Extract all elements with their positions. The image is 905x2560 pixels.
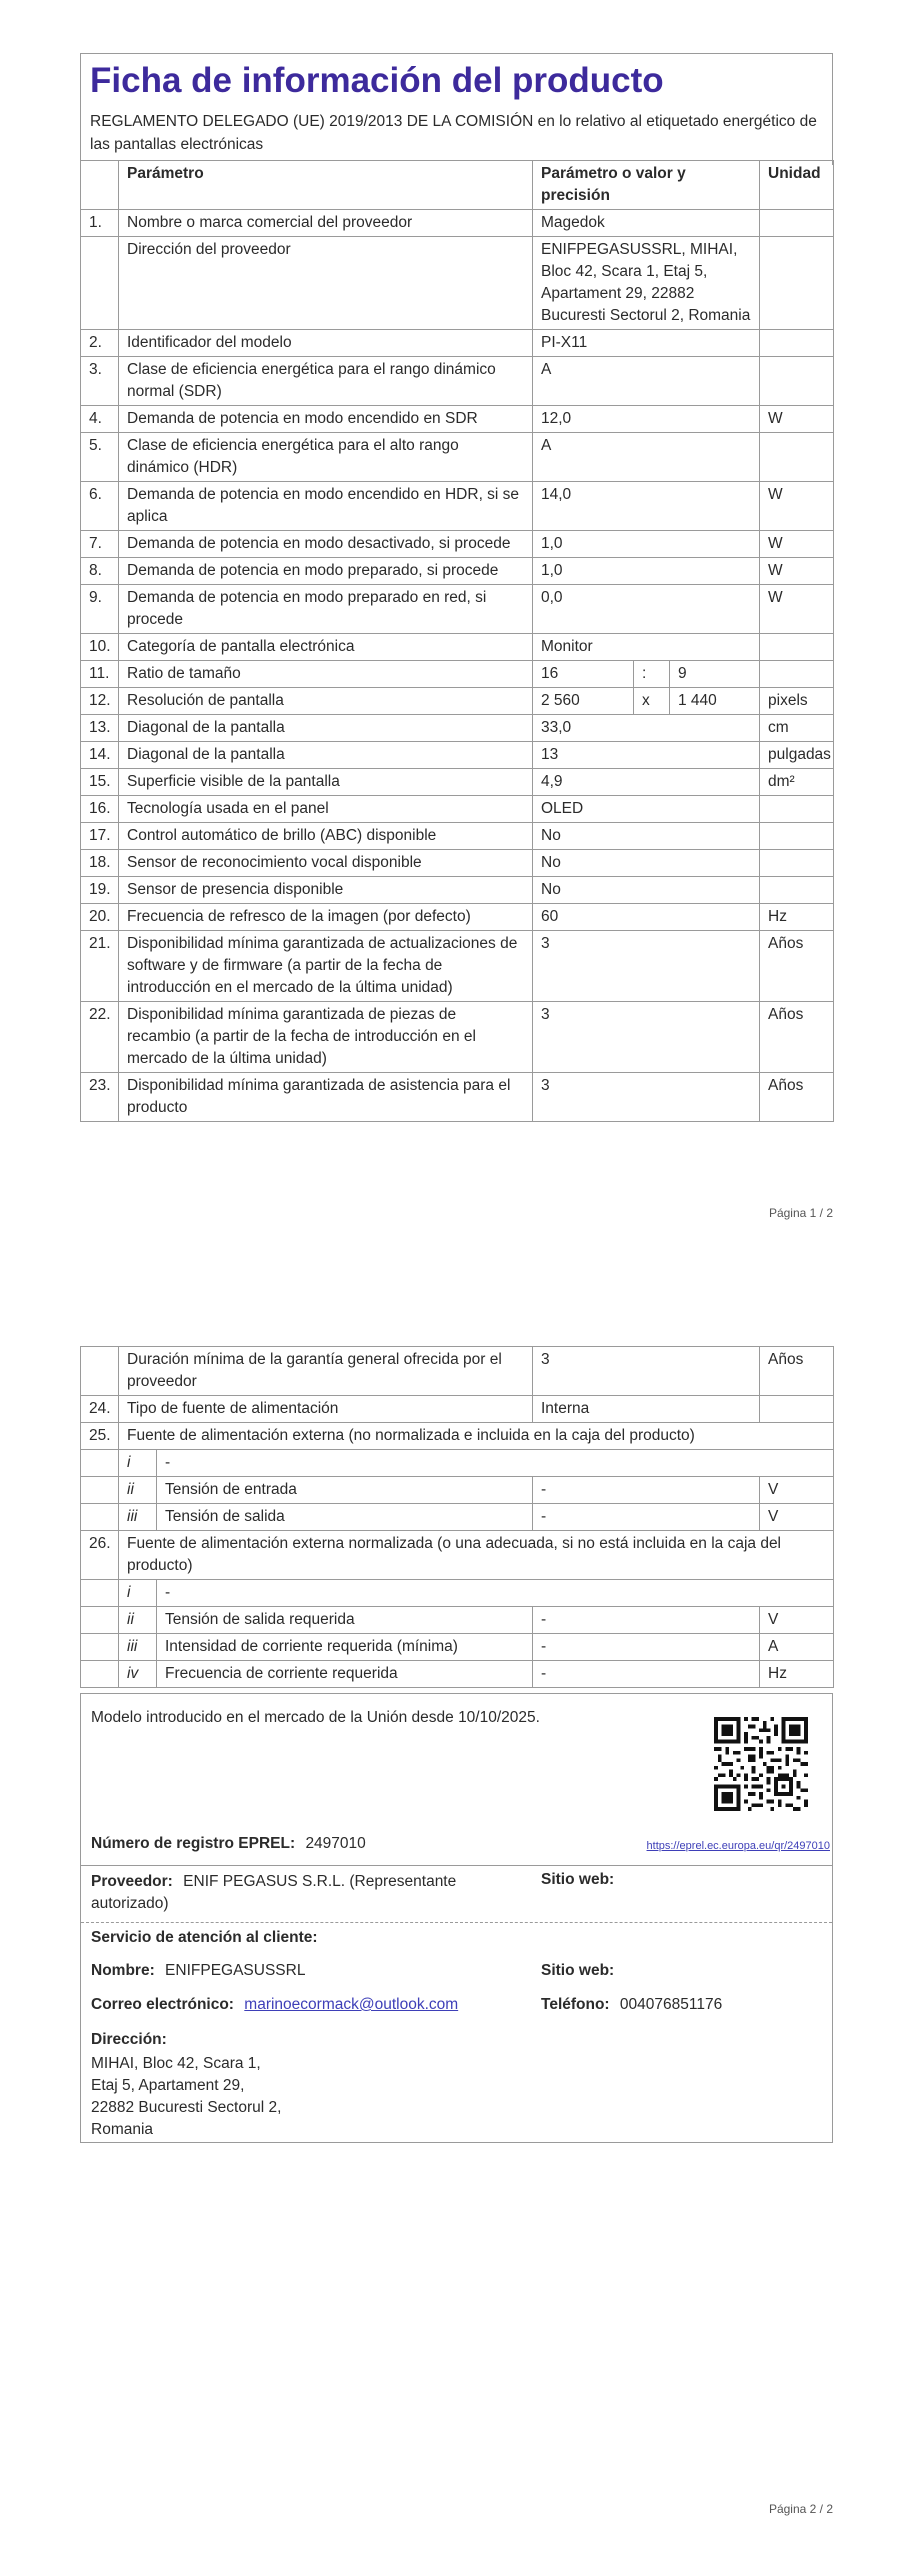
supplier-website-label: Sitio web: (541, 1871, 615, 1888)
table-row: 16. Tecnología usada en el panel OLED (81, 796, 834, 823)
table-row: iv Frecuencia de corriente requerida - Hz (81, 1661, 834, 1688)
table-row: iii Tensión de salida - V (81, 1504, 834, 1531)
service-phone (541, 1996, 722, 2014)
table-row: ii Tensión de salida requerida - V (81, 1607, 834, 1634)
table-row: 14. Diagonal de la pantalla 13 pulgadas (81, 742, 834, 769)
table-row: ii Tensión de entrada - V (81, 1477, 834, 1504)
service-address-label: Dirección: (91, 2031, 167, 2048)
table-row: Duración mínima de la garantía general ofrecida por el proveedor 3 Años (81, 1347, 834, 1396)
table-row: 23. Disponibilidad mínima garantizada de asistencia para el producto 3 Años (81, 1073, 834, 1122)
table-header-row (81, 161, 834, 210)
address-line: Romania (91, 2121, 154, 2138)
service-website-label: Sitio web: (541, 1962, 615, 1979)
address-line: 22882 Bucuresti Sectorul 2, (91, 2099, 282, 2116)
page-number: Página 1 / 2 (768, 1206, 833, 1220)
table-row: 8. Demanda de potencia en modo preparado, si procede 1,0 W (81, 558, 834, 585)
service-email (91, 1996, 458, 2014)
eprel-reg-number: 2497010 (305, 1835, 366, 1852)
table-row: 11. Ratio de tamaño 16 : 9 (81, 661, 834, 688)
table-row: 24. Tipo de fuente de alimentación Interna (81, 1396, 834, 1423)
market-date-note: Modelo introducido en el mercado de la Unión desde 10/10/2025. (91, 1709, 540, 1726)
table-row: 20. Frecuencia de refresco de la imagen (por defecto) 60 Hz (81, 904, 834, 931)
page-title: Ficha de información del producto (90, 61, 664, 100)
table-row: iii Intensidad de corriente requerida (mínima) - A (81, 1634, 834, 1661)
table-row: 12. Resolución de pantalla 2 560 x 1 440 pixels (81, 688, 834, 715)
service-name (91, 1962, 305, 1980)
column-header-param: Parámetro (119, 161, 533, 210)
eprel-registration (91, 1835, 366, 1853)
table-row: 6. Demanda de potencia en modo encendido en HDR, si se aplica 14,0 W (81, 482, 834, 531)
table-row: 3. Clase de eficiencia energética para el rango dinámico normal (SDR) A (81, 357, 834, 406)
table-row: 4. Demanda de potencia en modo encendido en SDR 12,0 W (81, 406, 834, 433)
supplier-label: Proveedor: (91, 1873, 173, 1890)
regulation-subtitle: REGLAMENTO DELEGADO (UE) 2019/2013 DE LA COMISIÓN en lo relativo al etiquetado energético de las pantallas electrónicas (90, 113, 817, 153)
product-info-table (80, 160, 834, 1122)
service-phone-value: 004076851176 (619, 1996, 723, 2013)
divider (81, 1865, 832, 1866)
table-row: 1. Nombre o marca comercial del proveedor Magedok (81, 210, 834, 237)
divider-dashed (81, 1922, 832, 1923)
column-header-value: Parámetro o valor y precisión (533, 161, 760, 210)
table-row: 13. Diagonal de la pantalla 33,0 cm (81, 715, 834, 742)
table-row: 18. Sensor de reconocimiento vocal disponible No (81, 850, 834, 877)
address-line: MIHAI, Bloc 42, Scara 1, (91, 2055, 261, 2072)
address-line: Etaj 5, Apartament 29, (91, 2077, 245, 2094)
qr-code-icon[interactable] (714, 1717, 808, 1811)
eprel-link[interactable]: https://eprel.ec.europa.eu/qr/2497010 (646, 1840, 830, 1852)
table-row: 10. Categoría de pantalla electrónica Monitor (81, 634, 834, 661)
table-row: 26. Fuente de alimentación externa normalizada (o una adecuada, si no está incluida en la caja del producto) (81, 1531, 834, 1580)
table-row: 21. Disponibilidad mínima garantizada de actualizaciones de software y de firmware (a partir de la fecha de introducción en el mercado de la última unidad) 3 Años (81, 931, 834, 1002)
table-row: Dirección del proveedor ENIFPEGASUSSRL, MIHAI, Bloc 42, Scara 1, Etaj 5, Apartament 29, 22882 Bucuresti Sectorul 2, Romania (81, 237, 834, 330)
supplier-name: ENIF PEGASUS S.R.L. (Representante autorizado) (91, 1873, 457, 1912)
customer-service-heading: Servicio de atención al cliente: (91, 1929, 318, 1946)
table-row: 9. Demanda de potencia en modo preparado en red, si procede 0,0 W (81, 585, 834, 634)
service-name-label: Nombre: (91, 1962, 155, 1979)
service-email-link[interactable]: marinoecormack@outlook.com (244, 1996, 459, 2013)
table-row: 15. Superficie visible de la pantalla 4,9 dm² (81, 769, 834, 796)
table-row: 17. Control automático de brillo (ABC) disponible No (81, 823, 834, 850)
table-row: 19. Sensor de presencia disponible No (81, 877, 834, 904)
table-row: 22. Disponibilidad mínima garantizada de piezas de recambio (a partir de la fecha de introducción en el mercado de la última unidad) 3 Años (81, 1002, 834, 1073)
service-address (91, 2053, 281, 2141)
supplier-info (91, 1871, 531, 1915)
service-phone-label: Teléfono: (541, 1996, 610, 2013)
table-row: i - (81, 1450, 834, 1477)
table-row: i - (81, 1580, 834, 1607)
service-email-label: Correo electrónico: (91, 1996, 234, 2013)
product-info-table-continued (80, 1346, 834, 1688)
title-block (80, 53, 833, 165)
eprel-reg-label: Número de registro EPREL: (91, 1835, 296, 1852)
table-row: 2. Identificador del modelo PI-X11 (81, 330, 834, 357)
column-header-unit: Unidad (760, 161, 834, 210)
page-number: Página 2 / 2 (768, 2502, 833, 2516)
service-name-value: ENIFPEGASUSSRL (165, 1962, 306, 1979)
table-row: 5. Clase de eficiencia energética para el alto rango dinámico (HDR) A (81, 433, 834, 482)
table-row: 25. Fuente de alimentación externa (no normalizada e incluida en la caja del producto) (81, 1423, 834, 1450)
table-row: 7. Demanda de potencia en modo desactivado, si procede 1,0 W (81, 531, 834, 558)
